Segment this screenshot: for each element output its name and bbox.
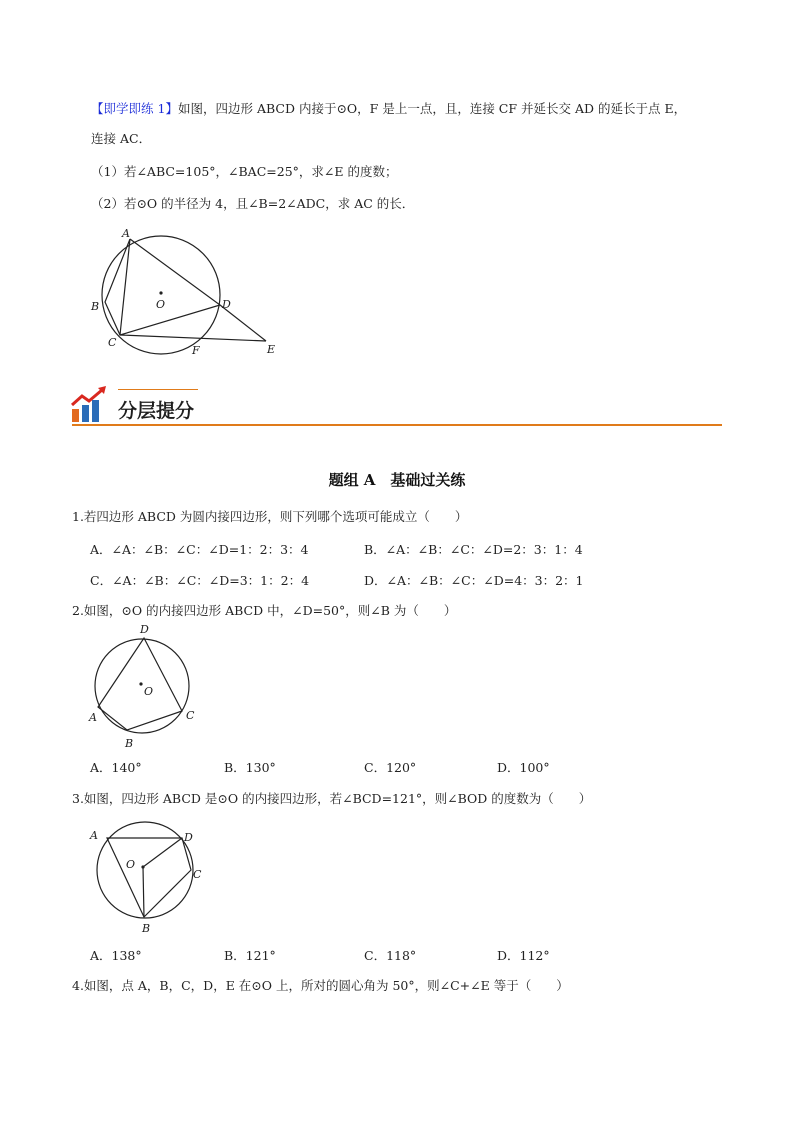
practice-figure	[86, 222, 286, 362]
question-2-option-c: C．120°	[364, 760, 417, 775]
question-3-option-d: D．112°	[497, 948, 550, 963]
question-3-radius-ob	[143, 867, 144, 917]
question-3-stem: 3.如图，四边形 ABCD 是⊙O 的内接四边形，若∠BCD=121°，则∠BOD 的度数为（ ）	[72, 791, 592, 806]
practice-label-a: A	[122, 227, 130, 240]
question-2-option-d: D．100°	[497, 760, 550, 775]
question-3-center-dot	[141, 865, 144, 868]
question-2-circle	[95, 639, 189, 733]
question-2-option-a: A．140°	[90, 760, 142, 775]
question-3-label-o: O	[126, 858, 136, 871]
question-2-label-c: C	[186, 709, 195, 722]
practice-text-1: 如图，四边形 ABCD 内接于⊙O，F 是上一点，且，连接 CF 并延长交 AD 的延长于点 E，	[177, 101, 687, 116]
practice-label-b: B	[91, 300, 100, 313]
question-2-option-b: B．130°	[224, 760, 276, 775]
question-2-label-d: D	[140, 623, 149, 636]
section-divider	[72, 424, 722, 426]
question-2-label-o: O	[144, 685, 154, 698]
question-3-circle	[97, 822, 193, 918]
practice-line-ce	[120, 335, 266, 341]
practice-line-2: 连接 AC．	[91, 131, 152, 146]
practice-bracket-open: 【	[91, 101, 104, 116]
question-3-option-b: B．121°	[224, 948, 276, 963]
question-2-figure	[84, 620, 204, 755]
question-3-label-d: D	[184, 831, 193, 844]
practice-label-e: E	[267, 343, 276, 356]
question-3-label-a: A	[90, 829, 98, 842]
question-3-label-c: C	[193, 868, 202, 881]
practice-label-d: D	[222, 298, 231, 311]
practice-label-f: F	[192, 344, 200, 357]
question-3-radius-od	[143, 838, 182, 867]
practice-question-2: （2）若⊙O 的半径为 4，且∠B=2∠ADC，求 AC 的长．	[91, 196, 415, 211]
question-3-figure	[84, 808, 209, 943]
practice-question-1: （1）若∠ABC=105°，∠BAC=25°，求∠E 的度数；	[91, 164, 398, 179]
question-2-label-a: A	[89, 711, 97, 724]
question-3-option-c: C．118°	[364, 948, 417, 963]
question-2-stem: 2.如图，⊙O 的内接四边形 ABCD 中，∠D=50°，则∠B 为（ ）	[72, 603, 457, 618]
section-title: 分层提分	[118, 400, 195, 422]
section-title-topline	[118, 389, 198, 390]
rising-chart-icon	[70, 385, 110, 423]
group-title: 题组 A 基础过关练	[328, 471, 466, 489]
question-2-label-b: B	[125, 737, 134, 750]
question-1-option-c: C．∠A：∠B：∠C：∠D=3：1：2：4	[90, 573, 310, 588]
question-3-option-a: A．138°	[90, 948, 142, 963]
question-1-option-b: B．∠A：∠B：∠C：∠D=2：3：1：4	[364, 542, 583, 557]
question-1-stem: 1.若四边形 ABCD 为圆内接四边形，则下列哪个选项可能成立（ ）	[72, 509, 468, 524]
question-1-option-a: A．∠A：∠B：∠C：∠D=1：2：3：4	[90, 542, 309, 557]
practice-center-dot	[159, 291, 162, 294]
practice-label-o: O	[156, 298, 166, 311]
question-1-option-d: D．∠A：∠B：∠C：∠D=4：3：2：1	[364, 573, 584, 588]
practice-tag: 即学即练 1	[103, 101, 166, 116]
practice-diagonal-ac	[120, 239, 130, 335]
question-3-label-b: B	[142, 922, 151, 935]
practice-line-1	[91, 100, 686, 118]
practice-bracket-close: 】	[165, 101, 178, 116]
question-2-center-dot	[139, 682, 142, 685]
practice-label-c: C	[108, 336, 117, 349]
question-4-stem: 4.如图，点 A，B，C，D，E 在⊙O 上，所对的圆心角为 50°，则∠C+∠E 等于（ ）	[72, 978, 569, 993]
